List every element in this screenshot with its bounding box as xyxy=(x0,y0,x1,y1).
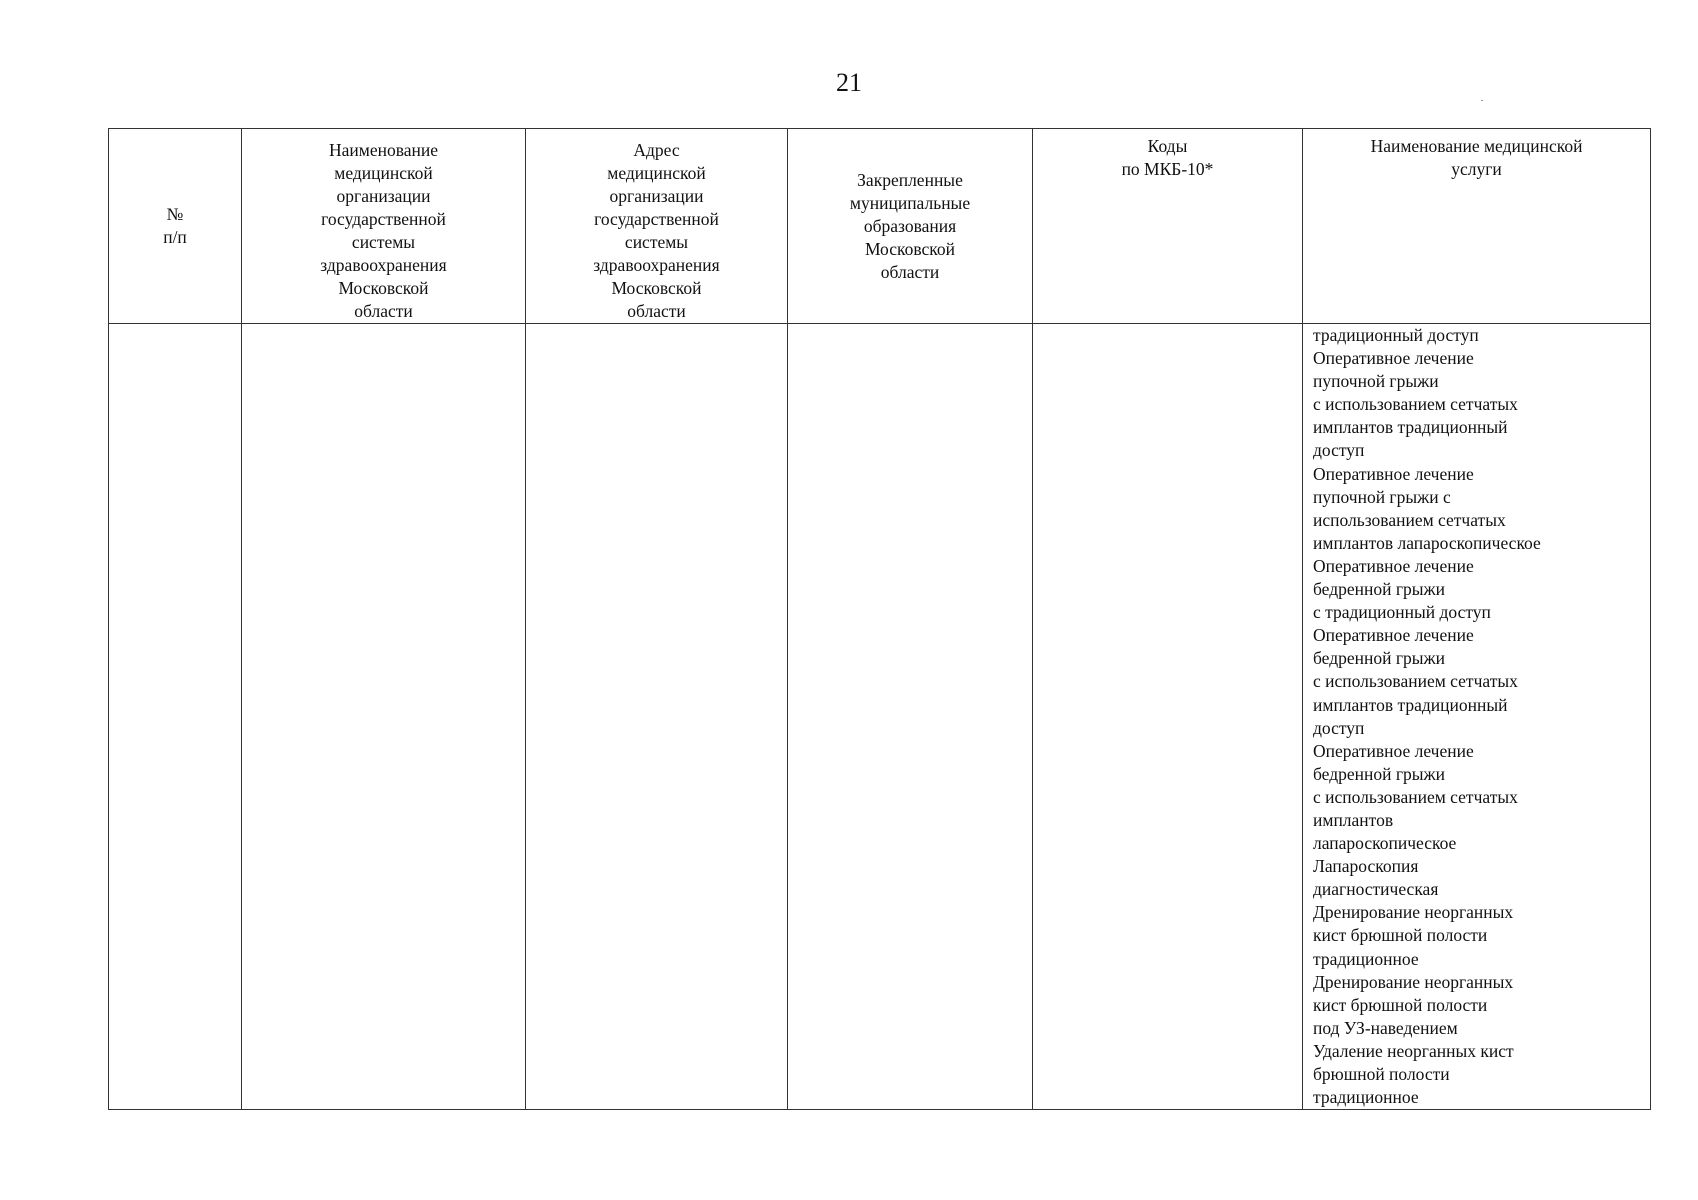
service-line: Лапароскопия xyxy=(1313,856,1419,877)
service-line: Оперативное лечение xyxy=(1313,740,1474,761)
services-table xyxy=(108,128,1651,1110)
cell-number xyxy=(109,324,242,1110)
service-line: доступ xyxy=(1313,717,1365,738)
service-line: Оперативное лечение xyxy=(1313,348,1474,369)
service-line: Дренирование неорганных xyxy=(1313,902,1514,923)
service-line: Оперативное лечение xyxy=(1313,555,1474,576)
service-line: кист брюшной полости xyxy=(1313,925,1488,946)
cell-icd-codes xyxy=(1033,324,1303,1110)
cell-municipalities xyxy=(788,324,1033,1110)
service-line: с использованием сетчатых xyxy=(1313,671,1518,692)
header-service: Наименование медицинской услуги xyxy=(1370,136,1583,179)
service-line: имплантов xyxy=(1313,809,1394,830)
scan-speck xyxy=(1481,100,1483,101)
header-organization: Наименование медицинской организации государственной системы здравоохранения Московской области xyxy=(320,140,447,321)
service-line: пупочной грыжи xyxy=(1313,371,1439,392)
header-number: № п/п xyxy=(163,204,187,247)
service-line: традиционное xyxy=(1313,948,1419,969)
service-line: с использованием сетчатых xyxy=(1313,786,1518,807)
service-line: брюшной полости xyxy=(1313,1064,1450,1084)
header-cell-organization xyxy=(242,129,526,324)
service-line: с использованием сетчатых xyxy=(1313,394,1518,415)
service-line: имплантов традиционный xyxy=(1313,694,1508,715)
header-cell-address xyxy=(526,129,788,324)
table-row xyxy=(109,324,1651,1110)
service-line: диагностическая xyxy=(1313,879,1439,900)
header-icd-codes: Коды по МКБ-10* xyxy=(1121,136,1214,179)
service-line: Оперативное лечение xyxy=(1313,463,1474,484)
header-cell-service xyxy=(1303,129,1651,324)
header-cell-icd-codes xyxy=(1033,129,1303,324)
service-line: бедренной грыжи xyxy=(1313,579,1445,600)
page-number: 21 xyxy=(836,68,862,97)
service-line: традиционное xyxy=(1313,1087,1419,1108)
header-cell-number xyxy=(109,129,242,324)
cell-service xyxy=(1303,324,1651,1110)
cell-organization xyxy=(242,324,526,1110)
service-line: Оперативное лечение xyxy=(1313,625,1474,646)
header-cell-municipalities xyxy=(788,129,1033,324)
service-line: имплантов лапароскопическое xyxy=(1313,532,1541,553)
service-line: лапароскопическое xyxy=(1313,833,1457,854)
service-line: имплантов традиционный xyxy=(1313,417,1508,438)
service-line: с традиционный доступ xyxy=(1313,602,1491,623)
header-address: Адрес медицинской организации государственной системы здравоохранения Московской области xyxy=(593,140,720,321)
service-line: Удаление неорганных кист xyxy=(1313,1040,1514,1061)
service-line: пупочной грыжи с xyxy=(1313,486,1451,507)
service-line: доступ xyxy=(1313,440,1365,461)
cell-address xyxy=(526,324,788,1110)
service-line: Дренирование неорганных xyxy=(1313,971,1514,992)
service-line: под УЗ-наведением xyxy=(1313,1017,1458,1038)
header-row xyxy=(109,129,1651,324)
header-municipalities: Закрепленные муниципальные образования Московской области xyxy=(849,169,971,282)
service-line: использованием сетчатых xyxy=(1313,509,1506,530)
service-line: традиционный доступ xyxy=(1313,325,1479,345)
service-line: бедренной грыжи xyxy=(1313,648,1445,669)
service-list xyxy=(1303,324,1650,1109)
service-line: кист брюшной полости xyxy=(1313,994,1488,1015)
service-line: бедренной грыжи xyxy=(1313,763,1445,784)
